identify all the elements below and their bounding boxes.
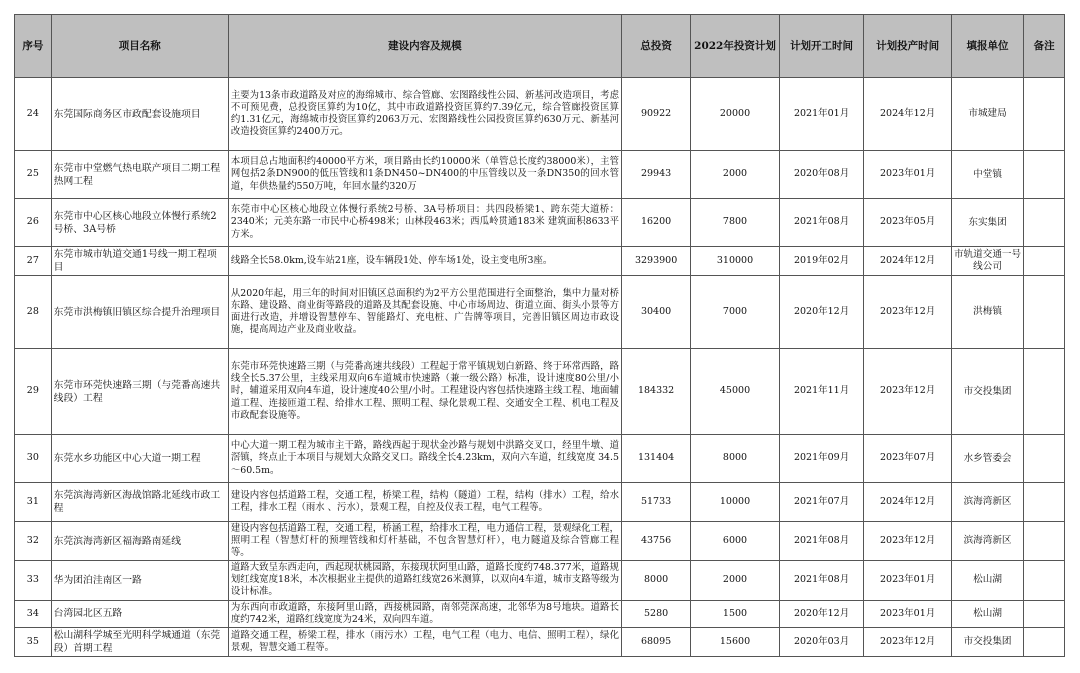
cell-note: [1024, 276, 1065, 349]
cell-content: 建设内容包括道路工程，交通工程，桥涵工程，给排水工程，电力通信工程，景观绿化工程，照明工程（智慧灯杆的预埋管线和灯杆基础，不包含智慧灯杆），电力隧道及综合管廊工程等。: [228, 522, 621, 561]
cell-finish: 2024年12月: [864, 78, 952, 151]
cell-content: 道路大致呈东西走向，西起现状桃园路，东接现状阿里山路，道路长度约748.377米，道路规划红线宽度18米，本次根据业主提供的道路红线宽26米测算，以双向4车道，城市支路等级为设计标准。: [228, 561, 621, 600]
cell-note: [1024, 561, 1065, 600]
cell-no: 32: [15, 522, 52, 561]
cell-name: 东莞市中堂燃气热电联产项目二期工程热网工程: [51, 151, 228, 199]
cell-no: 25: [15, 151, 52, 199]
cell-start: 2021年01月: [779, 78, 864, 151]
table-row: [15, 627, 1065, 656]
header-row: [15, 15, 1065, 78]
project-table: [14, 14, 1065, 657]
header-content: 建设内容及规模: [228, 15, 621, 78]
cell-unit: 松山湖: [951, 600, 1023, 627]
cell-note: [1024, 483, 1065, 522]
table-row: [15, 483, 1065, 522]
cell-name: 华为团泊洼南区一路: [51, 561, 228, 600]
cell-plan2022: 10000: [691, 483, 780, 522]
cell-no: 27: [15, 247, 52, 276]
cell-unit: 洪梅镇: [951, 276, 1023, 349]
cell-content: 从2020年起，用三年的时间对旧镇区总面积约为2平方公里范围进行全面整治，集中力量对桥东路、建设路、商业街等路段的道路及其配套设施、中心市场周边、街道立面、街头小景等方面进行改造，并增设智慧停车、智能路灯、充电桩、广告牌等项目，完善旧镇区周边市政设施，提高周边产业及商业收益。: [228, 276, 621, 349]
cell-start: 2020年03月: [779, 627, 864, 656]
cell-start: 2020年12月: [779, 276, 864, 349]
cell-unit: 市城建局: [951, 78, 1023, 151]
cell-note: [1024, 600, 1065, 627]
cell-finish: 2023年05月: [864, 199, 952, 247]
cell-finish: 2023年01月: [864, 600, 952, 627]
cell-content: 线路全长58.0km,设车站21座，设车辆段1处、停车场1处，设主变电所3座。: [228, 247, 621, 276]
cell-finish: 2024年12月: [864, 247, 952, 276]
cell-plan2022: 8000: [691, 435, 780, 483]
table-row: [15, 522, 1065, 561]
cell-total: 29943: [621, 151, 690, 199]
cell-note: [1024, 199, 1065, 247]
cell-name: 东莞市中心区核心地段立体慢行系统2号桥、3A号桥: [51, 199, 228, 247]
cell-plan2022: 310000: [691, 247, 780, 276]
cell-note: [1024, 435, 1065, 483]
cell-total: 90922: [621, 78, 690, 151]
cell-start: 2020年08月: [779, 151, 864, 199]
cell-content: 东莞市环莞快速路三期（与莞番高速共线段）工程起于常平镇规划白新路、终于环常西路，路线全长5.37公里，主线采用双向6车道城市快速路（兼一级公路）标准，设计速度80公里/小时，辅道采用双向4车道，设计速度40公里/小时。工程建设内容包括快速路主线工程、地面辅道工程、连接匝道工程、给排水工程、照明工程、绿化景观工程、交通安全工程、机电工程及市政配套设施等。: [228, 349, 621, 435]
cell-no: 35: [15, 627, 52, 656]
cell-finish: 2024年12月: [864, 483, 952, 522]
table-row: [15, 78, 1065, 151]
cell-unit: 松山湖: [951, 561, 1023, 600]
cell-total: 51733: [621, 483, 690, 522]
header-finish: 计划投产时间: [864, 15, 952, 78]
cell-plan2022: 6000: [691, 522, 780, 561]
cell-total: 5280: [621, 600, 690, 627]
project-table-sheet: [14, 14, 1065, 657]
cell-total: 16200: [621, 199, 690, 247]
header-plan2022: 2022年投资计划: [691, 15, 780, 78]
cell-total: 3293900: [621, 247, 690, 276]
cell-unit: 东实集团: [951, 199, 1023, 247]
cell-total: 184332: [621, 349, 690, 435]
cell-plan2022: 7800: [691, 199, 780, 247]
cell-finish: 2023年12月: [864, 522, 952, 561]
cell-plan2022: 15600: [691, 627, 780, 656]
cell-note: [1024, 151, 1065, 199]
cell-no: 30: [15, 435, 52, 483]
cell-unit: 市交投集团: [951, 627, 1023, 656]
cell-no: 28: [15, 276, 52, 349]
cell-total: 68095: [621, 627, 690, 656]
cell-plan2022: 20000: [691, 78, 780, 151]
cell-unit: 市交投集团: [951, 349, 1023, 435]
cell-name: 松山湖科学城至光明科学城通道（东莞段）首期工程: [51, 627, 228, 656]
cell-no: 24: [15, 78, 52, 151]
cell-name: 台湾园北区五路: [51, 600, 228, 627]
cell-name: 东莞滨海湾新区福海路南延线: [51, 522, 228, 561]
cell-total: 43756: [621, 522, 690, 561]
table-row: [15, 435, 1065, 483]
cell-unit: 水乡管委会: [951, 435, 1023, 483]
cell-plan2022: 2000: [691, 561, 780, 600]
header-no: 序号: [15, 15, 52, 78]
cell-note: [1024, 522, 1065, 561]
header-start: 计划开工时间: [779, 15, 864, 78]
cell-total: 131404: [621, 435, 690, 483]
cell-note: [1024, 78, 1065, 151]
table-row: [15, 199, 1065, 247]
cell-content: 道路交通工程，桥梁工程，排水（雨污水）工程，电气工程（电力、电信、照明工程），绿化景观，智慧交通工程等。: [228, 627, 621, 656]
cell-content: 主要为13条市政道路及对应的海绵城市、综合管廊、宏图路线性公园、新基河改造项目，考虑不可预见费，总投资匡算约为10亿，其中市政道路投资匡算约7.39亿元，综合管廊投资匡算约1.31亿元，海绵城市投资匡算约2063万元、宏图路线性公园投资匡算约630万元、新基河改造投资匡算约2400万元。: [228, 78, 621, 151]
table-row: [15, 276, 1065, 349]
cell-content: 中心大道一期工程为城市主干路，路线西起于现状金沙路与规划中洪路交叉口，经里牛墩、道滘镇，终点止于本项目与规划大众路交叉口。路线全长4.23km，双向六车道，红线宽度 34.5～60.5m。: [228, 435, 621, 483]
cell-start: 2020年12月: [779, 600, 864, 627]
cell-name: 东莞市洪梅镇旧镇区综合提升治理项目: [51, 276, 228, 349]
cell-content: 东莞市中心区核心地段立体慢行系统2号桥、3A号桥项目：共四段桥梁1、跨东莞大道桥：2340米；元美东路一市民中心桥498米；山林段463米；西瓜岭贯通183米 建筑面积8633平方米。: [228, 199, 621, 247]
cell-start: 2021年07月: [779, 483, 864, 522]
cell-name: 东莞水乡功能区中心大道一期工程: [51, 435, 228, 483]
cell-unit: 滨海湾新区: [951, 483, 1023, 522]
cell-start: 2021年08月: [779, 561, 864, 600]
cell-name: 东莞市环莞快速路三期（与莞番高速共线段）工程: [51, 349, 228, 435]
header-total: 总投资: [621, 15, 690, 78]
cell-plan2022: 2000: [691, 151, 780, 199]
cell-name: 东莞国际商务区市政配套设施项目: [51, 78, 228, 151]
header-name: 项目名称: [51, 15, 228, 78]
cell-start: 2021年11月: [779, 349, 864, 435]
cell-content: 建设内容包括道路工程，交通工程，桥梁工程，结构（隧道）工程，结构（排水）工程，给水工程，排水工程（雨水 、污水），景观工程，自控及仪表工程，电气工程等。: [228, 483, 621, 522]
table-row: [15, 600, 1065, 627]
cell-finish: 2023年01月: [864, 151, 952, 199]
cell-unit: 中堂镇: [951, 151, 1023, 199]
cell-unit: 市轨道交通一号线公司: [951, 247, 1023, 276]
table-row: [15, 349, 1065, 435]
cell-finish: 2023年12月: [864, 349, 952, 435]
cell-content: 本项目总占地面积约40000平方米，项目路由长约10000米（单管总长度约38000米），主管网包括2条DN900的低压管线和1条DN450~DN400的中压管线以及一条DN350的回水管道，年供热量约550万吨，年回水量约320万: [228, 151, 621, 199]
cell-unit: 滨海湾新区: [951, 522, 1023, 561]
cell-finish: 2023年01月: [864, 561, 952, 600]
header-unit: 填报单位: [951, 15, 1023, 78]
cell-no: 31: [15, 483, 52, 522]
cell-name: 东莞市城市轨道交通1号线一期工程项目: [51, 247, 228, 276]
cell-total: 8000: [621, 561, 690, 600]
cell-start: 2021年08月: [779, 522, 864, 561]
cell-note: [1024, 349, 1065, 435]
cell-name: 东莞滨海湾新区海战馆路北延线市政工程: [51, 483, 228, 522]
cell-finish: 2023年07月: [864, 435, 952, 483]
cell-start: 2019年02月: [779, 247, 864, 276]
header-note: 备注: [1024, 15, 1065, 78]
cell-plan2022: 1500: [691, 600, 780, 627]
cell-no: 26: [15, 199, 52, 247]
cell-note: [1024, 247, 1065, 276]
table-row: [15, 561, 1065, 600]
cell-total: 30400: [621, 276, 690, 349]
cell-no: 33: [15, 561, 52, 600]
cell-no: 34: [15, 600, 52, 627]
cell-content: 为东西向市政道路，东接阿里山路，西接桃园路，南邻莞深高速，北邻华为8号地块。道路长度约742米，道路红线宽度为24米，双向四车道。: [228, 600, 621, 627]
table-row: [15, 247, 1065, 276]
table-row: [15, 151, 1065, 199]
cell-plan2022: 7000: [691, 276, 780, 349]
cell-no: 29: [15, 349, 52, 435]
cell-plan2022: 45000: [691, 349, 780, 435]
cell-start: 2021年08月: [779, 199, 864, 247]
cell-start: 2021年09月: [779, 435, 864, 483]
cell-finish: 2023年12月: [864, 276, 952, 349]
cell-note: [1024, 627, 1065, 656]
cell-finish: 2023年12月: [864, 627, 952, 656]
